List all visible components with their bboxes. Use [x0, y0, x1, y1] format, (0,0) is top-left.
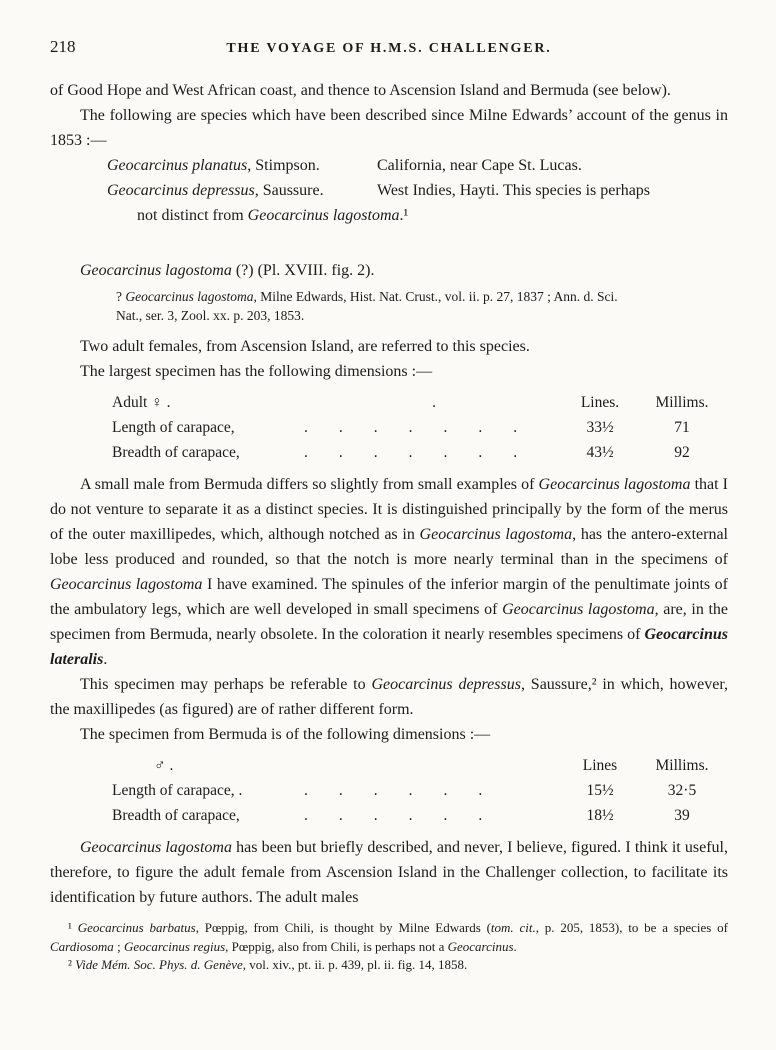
row-label: Breadth of carapace, [112, 444, 240, 461]
row-label: Breadth of carapace, [112, 807, 240, 824]
paragraph-bermuda-male: A small male from Bermuda differs so slightly from small examples of Geocarcinus lagostoma that I do not venture to separate it as a distinct species. It is distinguished principally by the form of the merus of the outer maxillipedes, which, although notched as in Geocarcinus lagostoma, has the antero-external lobe less produced and rounded, so that the notch is more nearly terminal than in the specimens of Geocarcinus lagostoma I have examined. The spinules of the inferior margin of the penultimate joints of the ambulatory legs, which are well developed in small specimens of Geocarcinus lagostoma, are, in the specimen from Bermuda, nearly obsolete. In the coloration it nearly resembles specimens of Geocarcinus lateralis. [50, 476, 729, 668]
column-header-lines: Lines [582, 757, 618, 774]
species-locality: West Indies, Hayti. This species is perhaps [377, 182, 651, 199]
column-header-millims: Millims. [655, 394, 709, 411]
species-row [107, 153, 728, 178]
row-label: Length of carapace, [112, 419, 235, 436]
species-name: Geocarcinus depressus, Saussure. [107, 182, 324, 199]
table-row [112, 415, 728, 440]
footnote-1: ¹ Geocarcinus barbatus, Pœppig, from Chili, is thought by Milne Edwards (tom. cit., p. 205, 1853), to be a species of Cardiosoma ; Geocarcinus regius, Pœppig, also from Chili, is perhaps not a Geocarcinus. [50, 920, 728, 954]
footnote-2: ² Vide Mém. Soc. Phys. d. Genève, vol. xiv., pt. ii. p. 439, pl. ii. fig. 14, 1858. [68, 957, 468, 972]
value-millims: 92 [674, 444, 690, 461]
page-header [50, 34, 728, 60]
species-name: Geocarcinus planatus, Stimpson. [107, 157, 320, 174]
value-lines: 18½ [586, 807, 614, 824]
paragraph-species-intro: The following are species which have been described since Milne Edwards’ account of the genus in 1853 :— [50, 107, 728, 149]
table-header-row [112, 390, 728, 415]
table-row [112, 778, 728, 803]
value-lines: 43½ [586, 444, 614, 461]
leader-dots: . . . . . . . [304, 419, 518, 436]
row-label: Length of carapace, . [112, 782, 243, 799]
running-title: THE VOYAGE OF H.M.S. CHALLENGER. [226, 41, 552, 56]
section-heading: Geocarcinus lagostoma (?) (Pl. XVIII. fig. 2). [80, 262, 375, 279]
table-header-label: Adult ♀ . [112, 394, 171, 411]
paragraph-continuation: of Good Hope and West African coast, and thence to Ascension Island and Bermuda (see below). [50, 82, 671, 99]
leader-dots: . . . . . . . [304, 444, 518, 461]
table-row [112, 803, 728, 828]
value-millims: 39 [674, 807, 690, 824]
column-header-millims: Millims. [655, 757, 709, 774]
synonymy-citation [116, 287, 728, 325]
dimensions-table-female [112, 390, 728, 465]
value-lines: 33½ [586, 419, 614, 436]
synonymy-line: ? Geocarcinus lagostoma, Milne Edwards, Hist. Nat. Crust., vol. ii. p. 27, 1837 ; Ann. d. Sci. [116, 289, 618, 304]
paragraph-closing: Geocarcinus lagostoma has been but briefly described, and never, I believe, figured. I think it useful, therefore, to figure the adult female from Ascension Island in the Challenger collection, to facilitate its identification by future authors. The adult males [50, 839, 729, 906]
paragraph-females: Two adult females, from Ascension Island, are referred to this species. [80, 338, 530, 355]
table-header-label: ♂ . [154, 757, 174, 774]
leader-dots: . . . . . . [304, 782, 483, 799]
leader-dots: . . . . . . [304, 807, 483, 824]
table-header-row [112, 753, 728, 778]
value-millims: 71 [674, 419, 690, 436]
page-number: 218 [50, 37, 76, 56]
synonymy-line: Nat., ser. 3, Zool. xx. p. 203, 1853. [116, 308, 305, 323]
column-header-lines: Lines. [580, 394, 620, 411]
leader-dot: . [432, 394, 436, 411]
species-list [107, 153, 728, 228]
value-lines: 15½ [586, 782, 614, 799]
species-continuation-line: not distinct from Geocarcinus lagostoma.¹ [137, 207, 409, 224]
species-locality: California, near Cape St. Lucas. [377, 157, 582, 174]
value-millims: 32·5 [667, 782, 697, 799]
dimensions-table-male [112, 753, 728, 828]
table-row [112, 440, 728, 465]
paragraph-referable: This specimen may perhaps be referable to Geocarcinus depressus, Saussure,² in which, however, the maxillipedes (as figured) are of rather different form. [50, 676, 728, 718]
species-row [107, 178, 728, 203]
paragraph-dimensions-intro: The largest specimen has the following dimensions :— [80, 363, 433, 380]
footnotes [50, 919, 728, 975]
paragraph-bermuda-dimensions-intro: The specimen from Bermuda is of the following dimensions :— [80, 726, 491, 743]
